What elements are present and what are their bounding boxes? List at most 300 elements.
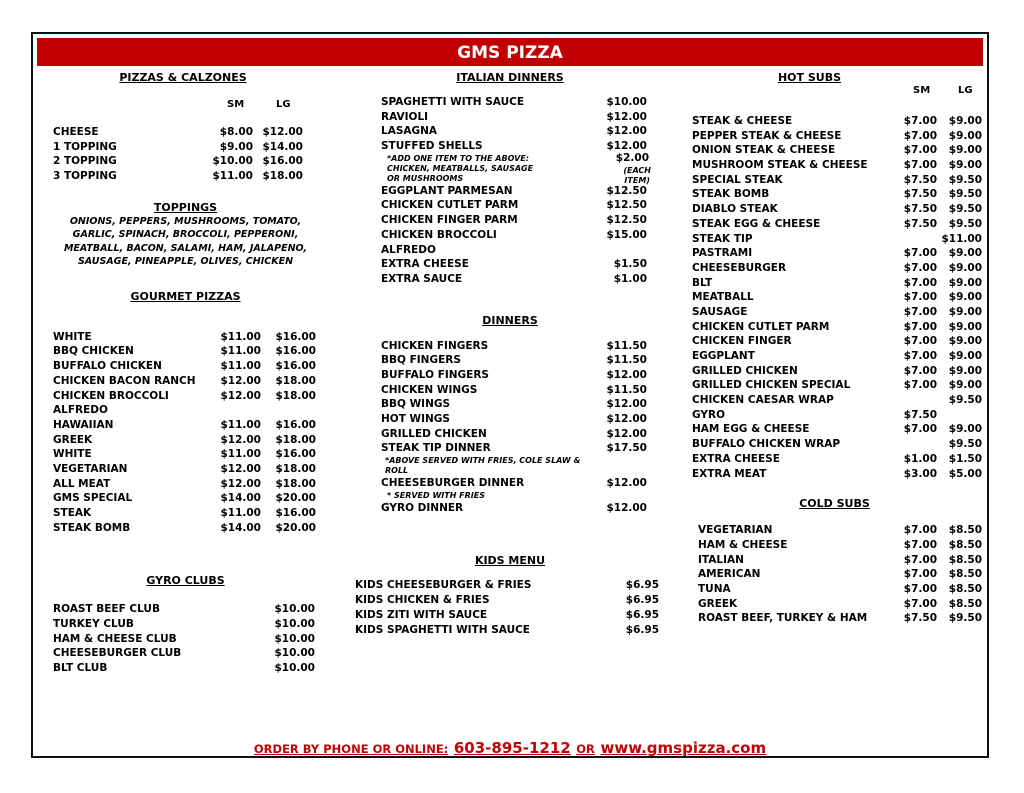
addon-each-line: ITEM): [624, 175, 650, 185]
large-price: $14.00: [262, 140, 303, 153]
kids-heading: KIDS MENU: [474, 554, 546, 568]
addon-note: [387, 154, 533, 184]
large-price: $20.00: [275, 492, 316, 505]
menu-item-row: [355, 578, 659, 593]
item-name: KIDS ZITI WITH SAUCE: [355, 608, 488, 621]
small-price: $11.00: [220, 330, 261, 343]
item-name: STUFFED SHELLS: [381, 140, 483, 153]
menu-item-row: [381, 228, 647, 243]
small-price: $7.00: [903, 291, 937, 304]
item-price: $17.50: [606, 442, 647, 455]
item-price: $11.50: [606, 383, 647, 396]
item-name: CHICKEN FINGERS: [381, 339, 489, 352]
hot-subs-list: [692, 114, 982, 481]
large-price: $9.00: [948, 276, 982, 289]
item-name: ROAST BEEF, TURKEY & HAM: [698, 612, 868, 625]
menu-item-row: [698, 582, 982, 597]
item-name: CHICKEN FINGER: [692, 335, 792, 348]
item-name: EXTRA CHEESE: [692, 452, 780, 465]
small-price: $12.00: [220, 477, 261, 490]
menu-item-row: [381, 184, 647, 199]
small-price: $11.00: [220, 345, 261, 358]
item-name: ALL MEAT: [53, 477, 111, 490]
menu-item-row: [53, 169, 308, 184]
menu-item-row: [53, 506, 316, 521]
menu-item-row: [53, 646, 315, 661]
menu-item-row: [692, 143, 982, 158]
large-price: $11.00: [941, 232, 982, 245]
menu-item-row: [692, 217, 982, 232]
small-price: $12.00: [220, 389, 261, 402]
item-name: CHEESEBURGER: [692, 261, 787, 274]
item-name: EXTRA CHEESE: [381, 258, 469, 271]
item-price: $1.50: [613, 258, 647, 271]
gyro-clubs-list: [53, 602, 315, 675]
large-price: $9.00: [948, 364, 982, 377]
item-name: GRILLED CHICKEN: [692, 364, 798, 377]
large-price: $16.00: [275, 345, 316, 358]
menu-item-row: [692, 334, 982, 349]
menu-item-row: [692, 261, 982, 276]
order-footer: [33, 738, 987, 757]
menu-item-row: [53, 632, 315, 647]
item-name: HAM EGG & CHEESE: [692, 423, 810, 436]
item-name: BUFFALO CHICKEN: [53, 360, 162, 373]
menu-item-row: [698, 523, 982, 538]
item-price: $12.50: [606, 184, 647, 197]
dinners-note: [385, 456, 625, 476]
menu-item-row: [692, 408, 982, 423]
menu-item-row: [692, 349, 982, 364]
item-name: MEATBALL: [692, 291, 754, 304]
large-price: $9.50: [948, 217, 982, 230]
large-price: $9.00: [948, 423, 982, 436]
item-name: EGGPLANT: [692, 350, 755, 362]
menu-item-row: [381, 427, 647, 442]
small-price: $7.00: [903, 553, 937, 566]
item-name: MUSHROOM STEAK & CHEESE: [692, 159, 868, 172]
large-price: $18.00: [262, 170, 303, 183]
large-price: $18.00: [275, 433, 316, 446]
item-name: 2 TOPPING: [53, 155, 117, 168]
small-price: $7.00: [903, 115, 937, 127]
phone-number[interactable]: 603-895-1212: [453, 739, 571, 757]
italian-heading: ITALIAN DINNERS: [456, 71, 564, 84]
item-name: SAUSAGE: [692, 305, 748, 318]
item-price: $12.00: [606, 368, 647, 381]
menu-item-row: [381, 397, 647, 412]
small-price: $7.00: [903, 335, 937, 348]
website-link[interactable]: www.gmspizza.com: [600, 739, 767, 757]
item-name: 1 TOPPING: [53, 140, 117, 153]
small-price: $11.00: [220, 360, 261, 373]
item-name: HAM & CHEESE CLUB: [53, 632, 177, 645]
menu-item-row: [53, 154, 308, 169]
small-price: $7.00: [903, 305, 937, 318]
menu-item-row: [381, 476, 647, 491]
menu-item-row: [355, 608, 659, 623]
item-price: $10.00: [274, 662, 315, 675]
small-price: $8.00: [219, 126, 253, 138]
item-name: STEAK TIP DINNER: [381, 442, 491, 455]
menu-item-row: [53, 359, 316, 374]
large-price: $9.50: [948, 394, 982, 407]
large-price: $9.00: [948, 247, 982, 260]
menu-item-row: [381, 243, 647, 258]
item-name: STEAK: [53, 507, 92, 519]
menu-item-row: [692, 158, 982, 173]
menu-item-row: [692, 452, 982, 467]
item-price: $10.00: [606, 96, 647, 108]
menu-item-row: [692, 467, 982, 482]
addon-each-line: (EACH: [623, 165, 651, 175]
small-price: $7.50: [903, 188, 937, 201]
item-name: GREEK: [698, 597, 738, 610]
large-price: $16.00: [275, 418, 316, 431]
menu-item-row: [692, 437, 982, 452]
item-name: KIDS SPAGHETTI WITH SAUCE: [355, 623, 530, 636]
toppings-line: ONIONS, PEPPERS, MUSHROOMS, TOMATO,: [69, 215, 302, 227]
small-price: $3.00: [903, 467, 937, 480]
gourmet-heading: GOURMET PIZZAS: [130, 289, 241, 303]
toppings-heading: TOPPINGS: [153, 200, 218, 214]
right-column: [692, 70, 982, 626]
dinners-note-line: ROLL: [385, 466, 409, 476]
item-name: GYRO: [692, 408, 726, 421]
menu-item-row: [53, 433, 316, 448]
cold-subs-list: [698, 523, 982, 626]
menu-item-row: [692, 129, 982, 144]
large-price: $1.50: [948, 452, 982, 465]
menu-item-row: [381, 272, 647, 287]
small-price: $7.00: [903, 247, 937, 260]
item-price: $10.00: [274, 603, 315, 616]
item-price: $11.50: [606, 354, 647, 367]
menu-item-row: [381, 110, 647, 125]
menu-item-row: [698, 611, 982, 626]
item-price: $11.50: [606, 339, 647, 352]
lg-label: LG: [276, 99, 291, 110]
menu-item-row: [692, 320, 982, 335]
item-name: RAVIOLI: [381, 110, 429, 123]
cheeseburger-note: * SERVED WITH FRIES: [387, 490, 486, 500]
item-name: AMERICAN: [698, 568, 761, 581]
item-price: $10.00: [274, 618, 315, 631]
menu-item-row: [692, 290, 982, 305]
toppings-list: [53, 215, 318, 269]
menu-item-row: [692, 187, 982, 202]
menu-item-row: [53, 374, 316, 389]
large-price: $18.00: [275, 477, 316, 490]
order-text: ORDER BY PHONE OR ONLINE:: [253, 742, 449, 756]
italian-list: [381, 95, 647, 154]
menu-item-row: [355, 593, 659, 608]
large-price: $9.50: [948, 203, 982, 216]
menu-item-row: [53, 389, 316, 404]
pizza-list: [53, 125, 308, 184]
item-name: BUFFALO FINGERS: [381, 368, 489, 381]
item-price: $6.95: [625, 594, 659, 607]
large-price: $9.00: [948, 159, 982, 172]
pizzas-heading: PIZZAS & CALZONES: [119, 71, 247, 84]
large-price: $8.50: [948, 597, 982, 610]
small-price: $7.50: [903, 217, 937, 230]
menu-item-row: [692, 378, 982, 393]
item-name: GRILLED CHICKEN: [381, 427, 487, 440]
menu-item-row: [53, 140, 308, 155]
item-name: CHICKEN BROCCOLI: [381, 228, 497, 241]
menu-item-row: [692, 364, 982, 379]
small-price: $14.00: [220, 492, 261, 505]
item-name: BLT CLUB: [53, 662, 108, 675]
item-name: STEAK EGG & CHEESE: [692, 217, 821, 230]
small-price: $7.00: [903, 276, 937, 289]
menu-item-row: [53, 418, 316, 433]
menu-item-row: [355, 623, 659, 638]
item-name: CHICKEN CAESAR WRAP: [692, 394, 834, 407]
menu-item-row: [692, 173, 982, 188]
menu-item-row: [692, 246, 982, 261]
item-name: STEAK & CHEESE: [692, 115, 793, 127]
menu-item-row: [381, 441, 647, 456]
small-price: $7.00: [903, 320, 937, 333]
toppings-line: SAUSAGE, PINEAPPLE, OLIVES, CHICKEN: [77, 256, 294, 268]
menu-item-row: [698, 567, 982, 582]
small-price: $11.00: [220, 418, 261, 431]
menu-item-row: [53, 521, 316, 536]
menu-item-row: [381, 412, 647, 427]
item-price: $10.00: [274, 647, 315, 660]
cold-subs-heading: COLD SUBS: [799, 497, 870, 511]
item-name: BLT: [692, 276, 713, 289]
menu-item-row: [698, 538, 982, 553]
large-price: $8.50: [948, 582, 982, 595]
menu-item-row: [53, 617, 315, 632]
dinners-list: [381, 339, 647, 457]
item-name: TUNA: [698, 582, 731, 595]
large-price: $9.50: [948, 188, 982, 201]
item-name: GYRO DINNER: [381, 501, 464, 514]
menu-item-row: [698, 553, 982, 568]
item-name: TURKEY CLUB: [53, 618, 134, 631]
hot-subs-heading: HOT SUBS: [777, 71, 842, 84]
small-price: $11.00: [220, 448, 261, 461]
item-name: HAM & CHEESE: [698, 538, 788, 551]
item-name: HOT WINGS: [381, 413, 450, 425]
item-name: GREEK: [53, 433, 93, 446]
item-name: CHEESEBURGER DINNER: [381, 477, 525, 490]
menu-item-row: [53, 403, 316, 418]
small-price: $7.00: [903, 261, 937, 274]
menu-title: GMS PIZZA: [37, 38, 983, 66]
item-price: $10.00: [274, 632, 315, 645]
large-price: $9.50: [948, 173, 982, 186]
item-price: $6.95: [625, 579, 659, 592]
item-price: $15.00: [606, 228, 647, 241]
small-price: $7.00: [903, 350, 937, 362]
small-price: $14.00: [220, 521, 261, 534]
large-price: $16.00: [275, 360, 316, 373]
small-price: $10.00: [212, 155, 253, 168]
menu-card: [31, 32, 989, 758]
small-price: $7.50: [903, 612, 937, 625]
menu-item-row: [692, 393, 982, 408]
addon-note-line: *ADD ONE ITEM TO THE ABOVE:: [387, 153, 529, 163]
item-name: CHEESE: [53, 126, 99, 138]
item-price: $12.00: [606, 427, 647, 440]
large-price: $8.50: [948, 553, 982, 566]
addon-note-line: OR MUSHROOMS: [387, 173, 464, 183]
small-price: $7.00: [903, 582, 937, 595]
item-price: $6.95: [625, 608, 659, 621]
large-price: $9.00: [948, 335, 982, 348]
item-name: CHICKEN FINGER PARM: [381, 214, 518, 227]
menu-item-row: [381, 353, 647, 368]
large-price: $16.00: [275, 448, 316, 461]
item-name: GMS SPECIAL: [53, 492, 133, 505]
item-name: EXTRA MEAT: [692, 467, 767, 480]
item-price: $12.50: [606, 214, 647, 227]
item-name: ALFREDO: [53, 404, 108, 417]
menu-item-row: [381, 383, 647, 398]
item-name: PASTRAMI: [692, 247, 753, 260]
item-name: BBQ CHICKEN: [53, 345, 134, 358]
item-name: ALFREDO: [381, 243, 436, 256]
large-price: $16.00: [262, 155, 303, 168]
italian-list-extra: [381, 184, 647, 287]
small-price: $7.50: [903, 203, 937, 216]
large-price: $8.50: [948, 568, 982, 581]
menu-item-row: [381, 198, 647, 213]
dinners-heading: DINNERS: [482, 313, 538, 327]
menu-item-row: [692, 305, 982, 320]
item-price: $12.00: [606, 501, 647, 514]
large-price: $9.00: [948, 291, 982, 304]
menu-item-row: [381, 124, 647, 139]
small-price: $7.00: [903, 159, 937, 172]
large-price: $8.50: [948, 538, 982, 551]
large-price: $9.00: [948, 144, 982, 157]
item-price: $12.00: [606, 398, 647, 411]
small-price: $7.00: [903, 423, 937, 436]
large-price: $16.00: [275, 507, 316, 519]
kids-list: [355, 578, 659, 637]
large-price: $9.00: [948, 379, 982, 392]
menu-item-row: [53, 602, 315, 617]
item-name: BBQ FINGERS: [381, 354, 461, 367]
item-name: ONION STEAK & CHEESE: [692, 144, 836, 157]
large-price: $9.00: [948, 129, 982, 142]
large-price: $18.00: [275, 389, 316, 402]
menu-item-row: [53, 125, 308, 140]
menu-item-row: [53, 344, 316, 359]
addon-note-line: CHICKEN, MEATBALLS, SAUSAGE: [387, 163, 534, 173]
toppings-line: GARLIC, SPINACH, BROCCOLI, PEPPERONI,: [72, 229, 299, 241]
menu-item-row: [381, 339, 647, 354]
item-name: SPAGHETTI WITH SAUCE: [381, 96, 524, 108]
item-name: BBQ WINGS: [381, 398, 451, 411]
item-name: ROAST BEEF CLUB: [53, 603, 160, 616]
small-price: $11.00: [220, 507, 261, 519]
small-price: $11.00: [212, 170, 253, 183]
item-price: $1.00: [613, 272, 647, 285]
item-price: $12.00: [606, 140, 647, 153]
small-price: $12.00: [220, 374, 261, 387]
item-price: $12.00: [606, 477, 647, 490]
item-name: CHICKEN WINGS: [381, 383, 478, 396]
item-name: HAWAIIAN: [53, 418, 114, 431]
pizzas-size-header: [53, 99, 323, 113]
small-price: $7.00: [903, 597, 937, 610]
menu-item-row: [53, 330, 316, 345]
lg-label: LG: [958, 85, 973, 96]
large-price: $9.00: [948, 350, 982, 362]
menu-item-row: [381, 213, 647, 228]
large-price: $16.00: [275, 330, 316, 343]
item-name: PEPPER STEAK & CHEESE: [692, 129, 842, 142]
menu-item-row: [53, 447, 316, 462]
small-price: $7.00: [903, 524, 937, 537]
small-price: $7.00: [903, 144, 937, 157]
menu-item-row: [381, 257, 647, 272]
small-price: $1.00: [903, 452, 937, 465]
small-price: $12.00: [220, 462, 261, 475]
item-name: BUFFALO CHICKEN WRAP: [692, 438, 841, 451]
item-name: 3 TOPPING: [53, 170, 117, 183]
item-name: VEGETARIAN: [53, 462, 128, 475]
item-name: LASAGNA: [381, 125, 438, 138]
menu-item-row: [692, 114, 982, 129]
sm-label: SM: [913, 85, 931, 96]
large-price: $9.50: [948, 612, 982, 625]
item-name: VEGETARIAN: [698, 524, 773, 537]
middle-column: [355, 70, 659, 637]
item-price: $12.00: [606, 110, 647, 123]
small-price: $7.00: [903, 129, 937, 142]
item-price: $12.00: [606, 413, 647, 425]
item-name: WHITE: [53, 448, 92, 461]
left-column: [53, 70, 323, 676]
item-name: GRILLED CHICKEN SPECIAL: [692, 379, 851, 392]
item-name: KIDS CHICKEN & FRIES: [355, 594, 490, 607]
menu-item-row: [381, 95, 647, 110]
addon-each: [623, 166, 651, 186]
menu-item-row: [53, 462, 316, 477]
item-name: EXTRA SAUCE: [381, 272, 463, 285]
item-name: CHICKEN CUTLET PARM: [381, 199, 519, 212]
menu-item-row: [53, 661, 315, 676]
gyro-clubs-heading: GYRO CLUBS: [146, 574, 225, 588]
item-name: EGGPLANT PARMESAN: [381, 184, 513, 197]
item-name: KIDS CHEESEBURGER & FRIES: [355, 579, 532, 592]
item-price: $12.50: [606, 199, 647, 212]
menu-item-row: [53, 477, 316, 492]
small-price: $7.50: [903, 408, 937, 421]
item-name: WHITE: [53, 330, 92, 343]
small-price: $7.00: [903, 379, 937, 392]
italian-addon: [381, 151, 651, 185]
menu-item-row: [381, 501, 647, 516]
large-price: $9.00: [948, 261, 982, 274]
small-price: $7.00: [903, 568, 937, 581]
menu-item-row: [381, 139, 647, 154]
large-price: $20.00: [275, 521, 316, 534]
item-name: STEAK BOMB: [692, 188, 770, 201]
menu-item-row: [692, 202, 982, 217]
small-price: $7.00: [903, 538, 937, 551]
gourmet-list: [53, 330, 316, 536]
or-text: OR: [576, 742, 595, 756]
